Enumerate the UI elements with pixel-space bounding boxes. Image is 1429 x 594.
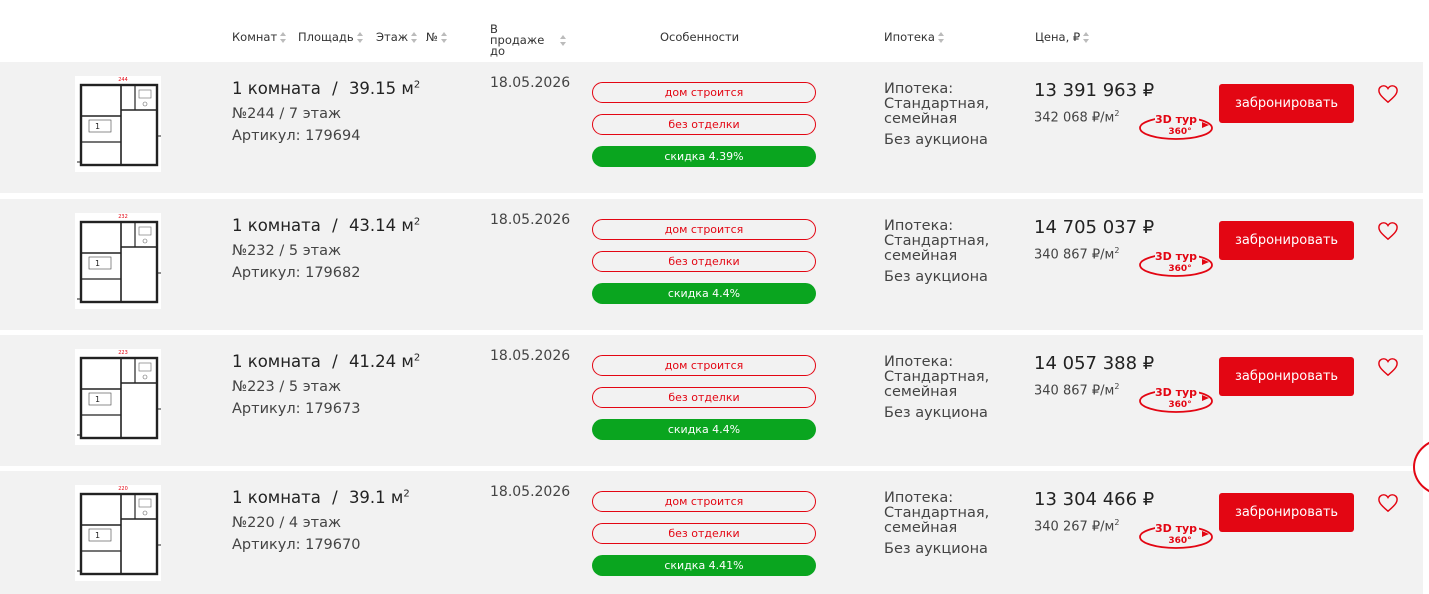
- header-rooms: Комнат: [232, 30, 278, 44]
- title-separator: /: [332, 216, 338, 235]
- table-header: [0, 0, 1429, 62]
- sale-date: 18.05.2026: [490, 484, 571, 500]
- sort-arrows-icon: [560, 35, 567, 46]
- apartment-title: [232, 488, 410, 507]
- tour-3d-icon[interactable]: [1138, 106, 1218, 146]
- svg-text:1: 1: [95, 122, 101, 131]
- sort-arrows-icon: [938, 32, 945, 43]
- sku: Артикул: 179682: [232, 265, 361, 281]
- price-per-meter-value: 342 068 ₽/м: [1034, 110, 1115, 126]
- header-mortgage: Ипотека: [884, 30, 935, 44]
- floor-plan-image[interactable]: [75, 485, 161, 581]
- price: 13 391 963 ₽: [1034, 80, 1155, 101]
- tour-degrees: 360°: [1168, 264, 1192, 274]
- sku: Артикул: 179670: [232, 537, 361, 553]
- book-button[interactable]: забронировать: [1219, 357, 1354, 396]
- sort-mortgage[interactable]: [884, 30, 945, 44]
- tour-3d-icon[interactable]: [1138, 243, 1218, 283]
- sort-number[interactable]: [426, 30, 448, 44]
- mortgage-info: Ипотека: Стандартная, семейная: [884, 354, 990, 400]
- svg-text:1: 1: [95, 259, 101, 268]
- favorite-heart-icon[interactable]: [1377, 221, 1399, 241]
- price: 14 705 037 ₽: [1034, 217, 1155, 238]
- header-number: №: [426, 30, 438, 44]
- mortgage-info: Ипотека: Стандартная, семейная: [884, 218, 990, 264]
- title-separator: /: [332, 488, 338, 507]
- tour-label: 3D тур: [1154, 522, 1198, 535]
- plan-number-label: 220: [118, 486, 128, 492]
- discount-badge: скидка 4.4%: [592, 419, 816, 440]
- sort-arrows-icon: [1083, 32, 1090, 43]
- rooms-label: 1 комната: [232, 488, 321, 507]
- sort-arrows-icon: [441, 32, 448, 43]
- svg-text:1: 1: [95, 531, 101, 540]
- sort-arrows-icon: [357, 32, 364, 43]
- area-sup: 2: [413, 216, 421, 228]
- book-button[interactable]: забронировать: [1219, 84, 1354, 123]
- sort-area[interactable]: [298, 30, 364, 44]
- sort-on-sale-until[interactable]: [490, 24, 580, 57]
- apartment-row[interactable]: [0, 199, 1423, 330]
- plan-number-label: 223: [118, 350, 128, 356]
- apartment-row[interactable]: [0, 335, 1423, 466]
- sku: Артикул: 179673: [232, 401, 361, 417]
- apartment-title: [232, 79, 420, 98]
- sale-date: 18.05.2026: [490, 348, 571, 364]
- svg-text:1: 1: [95, 395, 101, 404]
- apartment-title: [232, 216, 420, 235]
- price-per-meter: [1034, 382, 1119, 398]
- floor-plan-image[interactable]: [75, 76, 161, 172]
- tour-3d-link[interactable]: [1138, 515, 1218, 555]
- price-per-meter-sup: 2: [1114, 382, 1120, 391]
- header-floor: Этаж: [376, 30, 409, 44]
- number-floor: №232 / 5 этаж: [232, 243, 342, 259]
- favorite-heart-icon[interactable]: [1377, 357, 1399, 377]
- sale-date: 18.05.2026: [490, 212, 571, 228]
- number-floor: №244 / 7 этаж: [232, 106, 342, 122]
- auction-info: Без аукциона: [884, 541, 988, 557]
- tour-3d-icon[interactable]: [1138, 379, 1218, 419]
- header-features-col: [660, 30, 739, 44]
- rooms-label: 1 комната: [232, 79, 321, 98]
- tag-under-construction: дом строится: [592, 82, 816, 103]
- title-separator: /: [332, 79, 338, 98]
- apartment-row[interactable]: [0, 62, 1423, 193]
- header-on-sale-until: В продаже до: [490, 22, 545, 58]
- tag-no-finishing: без отделки: [592, 387, 816, 408]
- header-price: Цена, ₽: [1035, 30, 1081, 44]
- price-per-meter-sup: 2: [1114, 109, 1120, 118]
- area-sup: 2: [413, 352, 421, 364]
- tour-3d-link[interactable]: [1138, 106, 1218, 146]
- floor-plan-image[interactable]: [75, 213, 161, 309]
- area-value: 41.24 м: [348, 352, 414, 371]
- mortgage-info: Ипотека: Стандартная, семейная: [884, 490, 990, 536]
- tour-3d-link[interactable]: [1138, 243, 1218, 283]
- number-floor: №220 / 4 этаж: [232, 515, 342, 531]
- price-per-meter: [1034, 518, 1119, 534]
- price: 13 304 466 ₽: [1034, 489, 1155, 510]
- price-per-meter: [1034, 109, 1119, 125]
- discount-badge: скидка 4.39%: [592, 146, 816, 167]
- tour-degrees: 360°: [1168, 536, 1192, 546]
- sku: Артикул: 179694: [232, 128, 361, 144]
- price-per-meter-sup: 2: [1114, 246, 1120, 255]
- floor-plan-image[interactable]: [75, 349, 161, 445]
- area-sup: 2: [403, 488, 410, 500]
- favorite-heart-icon[interactable]: [1377, 493, 1399, 513]
- tour-label: 3D тур: [1154, 113, 1198, 126]
- tour-label: 3D тур: [1154, 250, 1198, 263]
- price-per-meter-value: 340 267 ₽/м: [1034, 519, 1115, 535]
- area-sup: 2: [413, 79, 421, 91]
- plan-number-label: 232: [118, 214, 128, 220]
- plan-number-label: 244: [118, 77, 128, 83]
- area-value: 39.15 м: [348, 79, 414, 98]
- price-per-meter: [1034, 246, 1119, 262]
- tour-degrees: 360°: [1168, 127, 1192, 137]
- auction-info: Без аукциона: [884, 132, 988, 148]
- tag-under-construction: дом строится: [592, 219, 816, 240]
- discount-badge: скидка 4.4%: [592, 283, 816, 304]
- tour-degrees: 360°: [1168, 400, 1192, 410]
- apartment-title: [232, 352, 420, 371]
- tag-no-finishing: без отделки: [592, 523, 816, 544]
- favorite-heart-icon[interactable]: [1377, 84, 1399, 104]
- sort-arrows-icon: [411, 32, 418, 43]
- header-area: Площадь: [298, 30, 354, 44]
- title-separator: /: [332, 352, 338, 371]
- price-per-meter-value: 340 867 ₽/м: [1034, 247, 1115, 263]
- tag-no-finishing: без отделки: [592, 251, 816, 272]
- tag-under-construction: дом строится: [592, 491, 816, 512]
- floor-plan-svg: [75, 213, 161, 309]
- sale-date: 18.05.2026: [490, 75, 571, 91]
- area-value: 39.1 м: [348, 488, 404, 507]
- price-per-meter-sup: 2: [1114, 518, 1120, 527]
- auction-info: Без аукциона: [884, 269, 988, 285]
- book-button[interactable]: забронировать: [1219, 221, 1354, 260]
- mortgage-info: Ипотека: Стандартная, семейная: [884, 81, 990, 127]
- price-per-meter-value: 340 867 ₽/м: [1034, 383, 1115, 399]
- apartment-row[interactable]: [0, 471, 1423, 594]
- sort-arrows-icon: [280, 32, 287, 43]
- floor-plan-svg: [75, 76, 161, 172]
- floor-plan-svg: [75, 349, 161, 445]
- sort-floor[interactable]: [376, 30, 418, 44]
- tour-label: 3D тур: [1154, 386, 1198, 399]
- price: 14 057 388 ₽: [1034, 353, 1155, 374]
- header-features: Особенности: [660, 30, 740, 44]
- book-button[interactable]: забронировать: [1219, 493, 1354, 532]
- tour-3d-link[interactable]: [1138, 379, 1218, 419]
- tag-no-finishing: без отделки: [592, 114, 816, 135]
- floor-plan-svg: [75, 485, 161, 581]
- number-floor: №223 / 5 этаж: [232, 379, 342, 395]
- auction-info: Без аукциона: [884, 405, 988, 421]
- area-value: 43.14 м: [348, 216, 414, 235]
- sort-price[interactable]: [1035, 30, 1090, 44]
- tour-3d-icon[interactable]: [1138, 515, 1218, 555]
- rooms-label: 1 комната: [232, 352, 321, 371]
- sort-rooms[interactable]: [232, 30, 287, 44]
- discount-badge: скидка 4.41%: [592, 555, 816, 576]
- tag-under-construction: дом строится: [592, 355, 816, 376]
- rooms-label: 1 комната: [232, 216, 321, 235]
